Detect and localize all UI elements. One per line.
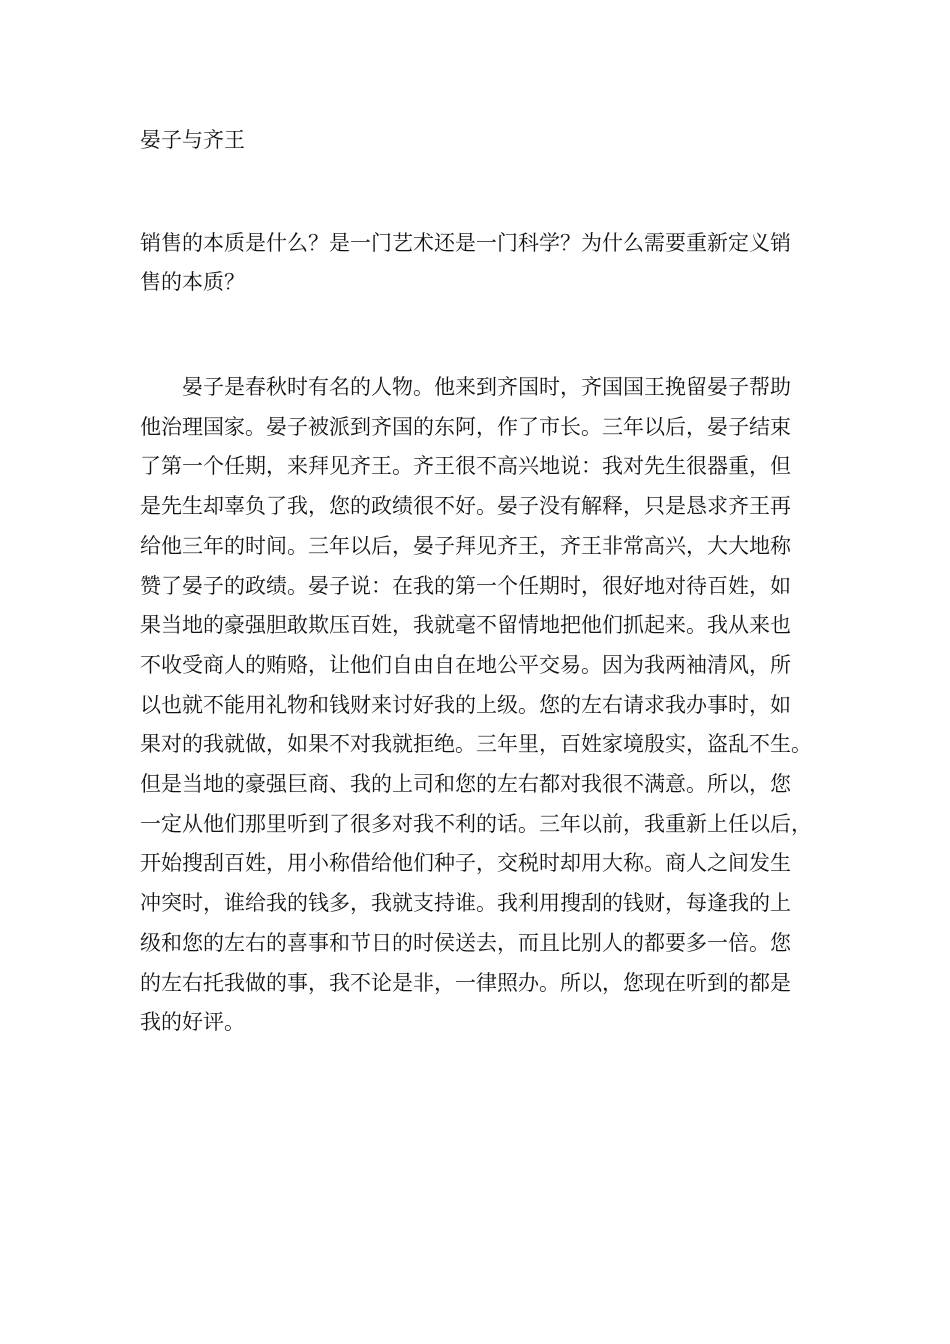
story-line: 的左右托我做的事，我不论是非，一律照办。所以，您现在听到的都是 [140,970,791,995]
story-paragraph [140,368,840,1043]
story-line: 开始搜刮百姓，用小称借给他们种子，交税时却用大称。商人之间发生 [140,851,791,876]
question-line: 售的本质？ [140,270,245,294]
story-line: 晏子是春秋时有名的人物。他来到齐国时，齐国国王挽留晏子帮助 [182,375,791,399]
story-line: 果当地的豪强胆敢欺压百姓，我就毫不留情地把他们抓起来。我从来也 [140,613,791,638]
question-paragraph [140,224,820,302]
story-line: 是先生却辜负了我，您的政绩很不好。晏子没有解释，只是恳求齐王再 [140,494,791,519]
story-line: 但是当地的豪强巨商、我的上司和您的左右都对我很不满意。所以，您 [140,772,791,797]
document-title: 晏子与齐王 [140,128,245,152]
story-line: 以也就不能用礼物和钱财来讨好我的上级。您的左右请求我办事时，如 [140,692,791,717]
story-line: 级和您的左右的喜事和节日的时侯送去，而且比别人的都要多一倍。您 [140,930,791,955]
story-line: 给他三年的时间。三年以后，晏子拜见齐王，齐王非常高兴，大大地称 [140,533,791,558]
story-line: 赞了晏子的政绩。晏子说：在我的第一个任期时，很好地对待百姓，如 [140,573,791,598]
story-line: 不收受商人的贿赂，让他们自由自在地公平交易。因为我两袖清风，所 [140,652,791,677]
story-line: 我的好评。 [140,1010,245,1035]
story-line: 果对的我就做，如果不对我就拒绝。三年里，百姓家境殷实，盗乱不生。 [140,732,812,757]
story-line: 了第一个任期，来拜见齐王。齐王很不高兴地说：我对先生很器重，但 [140,454,791,479]
story-line: 冲突时，谁给我的钱多，我就支持谁。我利用搜刮的钱财，每逢我的上 [140,891,791,916]
story-line: 一定从他们那里听到了很多对我不利的话。三年以前，我重新上任以后， [140,811,812,836]
story-line: 他治理国家。晏子被派到齐国的东阿，作了市长。三年以后，晏子结束 [140,414,791,439]
question-line: 销售的本质是什么？是一门艺术还是一门科学？为什么需要重新定义销 [140,231,791,255]
